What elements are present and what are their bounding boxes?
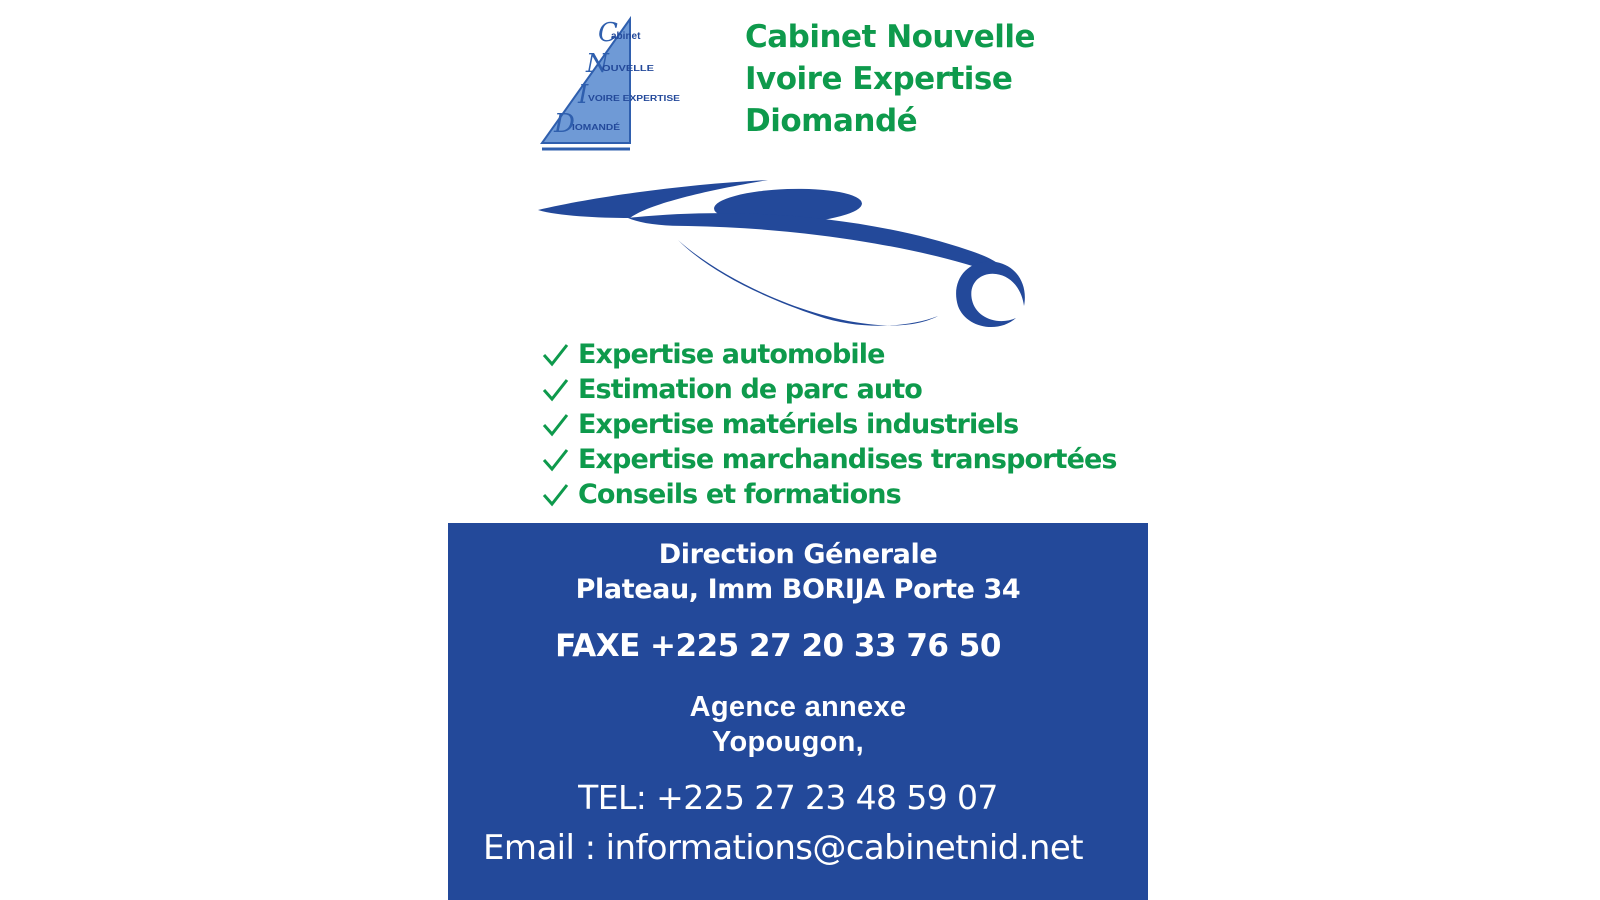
agency-city: Yopougon, bbox=[712, 726, 864, 758]
logo-word-2: ouvelle bbox=[602, 64, 655, 73]
phone-number: TEL: +225 27 23 48 59 07 bbox=[578, 778, 998, 817]
services-list bbox=[540, 337, 1117, 512]
checkmark-icon bbox=[540, 481, 570, 509]
fax-number: FAXE +225 27 20 33 76 50 bbox=[555, 628, 1001, 664]
checkmark-icon bbox=[540, 446, 570, 474]
service-label: Expertise matériels industriels bbox=[578, 409, 1019, 440]
service-item bbox=[540, 337, 1117, 372]
service-label: Expertise automobile bbox=[578, 339, 885, 370]
checkmark-icon bbox=[540, 341, 570, 369]
agency-title: Agence annexe bbox=[689, 691, 907, 723]
service-label: Expertise marchandises transportées bbox=[578, 444, 1117, 475]
service-label: Conseils et formations bbox=[578, 479, 901, 510]
service-item bbox=[540, 407, 1117, 442]
logo-initial-c: C bbox=[598, 18, 618, 48]
logo-word-4: iomandé bbox=[572, 123, 621, 132]
service-label: Estimation de parc auto bbox=[578, 374, 922, 405]
logo-initial-i: I bbox=[578, 80, 589, 110]
email-address: Email : informations@cabinetnid.net bbox=[483, 828, 1083, 868]
logo-initial-d: D bbox=[554, 109, 575, 139]
direction-title: Direction Génerale bbox=[658, 539, 938, 570]
service-item bbox=[540, 477, 1117, 512]
logo-word-3: voire Expertise bbox=[588, 94, 681, 103]
logo-initial-n: N bbox=[586, 49, 609, 79]
checkmark-icon bbox=[540, 376, 570, 404]
contact-panel bbox=[448, 523, 1148, 900]
company-name-line-2: Ivoire Expertise bbox=[745, 61, 1013, 97]
company-name-line-3: Diomandé bbox=[745, 103, 918, 139]
stylized-car-icon bbox=[538, 178, 1038, 343]
service-item bbox=[540, 442, 1117, 477]
company-name bbox=[745, 16, 1035, 142]
checkmark-icon bbox=[540, 411, 570, 439]
logo-word-1: abinet bbox=[611, 31, 641, 42]
company-logo bbox=[538, 15, 688, 155]
service-item bbox=[540, 372, 1117, 407]
company-name-line-1: Cabinet Nouvelle bbox=[745, 19, 1036, 55]
business-card bbox=[448, 0, 1148, 900]
direction-address: Plateau, Imm BORIJA Porte 34 bbox=[575, 574, 1021, 605]
